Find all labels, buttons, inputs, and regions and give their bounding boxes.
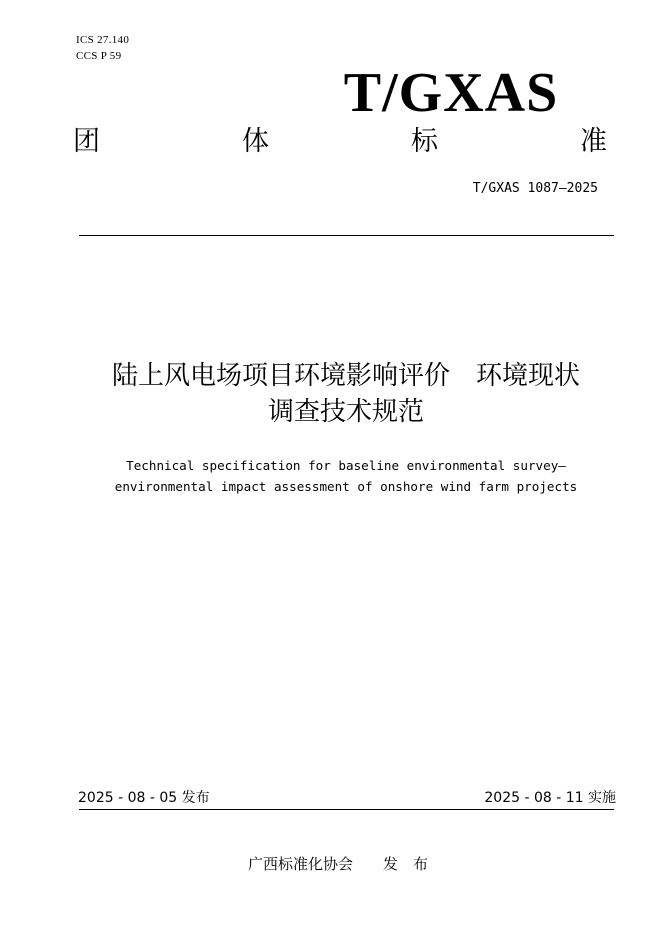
ccs-code: CCS P 59 (76, 50, 122, 62)
doc-type-char-3: 标 (411, 126, 438, 157)
release-date: 2025 - 08 - 05 发布 (78, 790, 210, 806)
classification-codes (76, 32, 129, 64)
title-english (40, 455, 652, 497)
title-en-line-1: Technical specification for baseline environmental survey— (126, 458, 566, 473)
brand-logo-text: T/GXAS (343, 62, 559, 124)
publisher: 广西标准化协会 发 布 (248, 855, 429, 873)
doc-type-char-4: 准 (580, 126, 607, 157)
title-chinese (40, 358, 652, 430)
standard-number: T/GXAS 1087—2025 (472, 181, 598, 196)
title-en-line-2: environmental impact assessment of onshore wind farm projects (114, 479, 578, 494)
effective-date: 2025 - 08 - 11 实施 (484, 790, 616, 806)
doc-type-char-1: 团 (73, 126, 100, 157)
ics-code: ICS 27.140 (76, 34, 130, 46)
title-cn-line-1: 陆上风电场项目环境影响评价 环境现状 (111, 361, 580, 391)
doc-type-char-2: 体 (242, 126, 269, 157)
top-divider (79, 235, 614, 236)
title-cn-line-2: 调查技术规范 (267, 397, 424, 427)
bottom-divider (79, 809, 614, 810)
